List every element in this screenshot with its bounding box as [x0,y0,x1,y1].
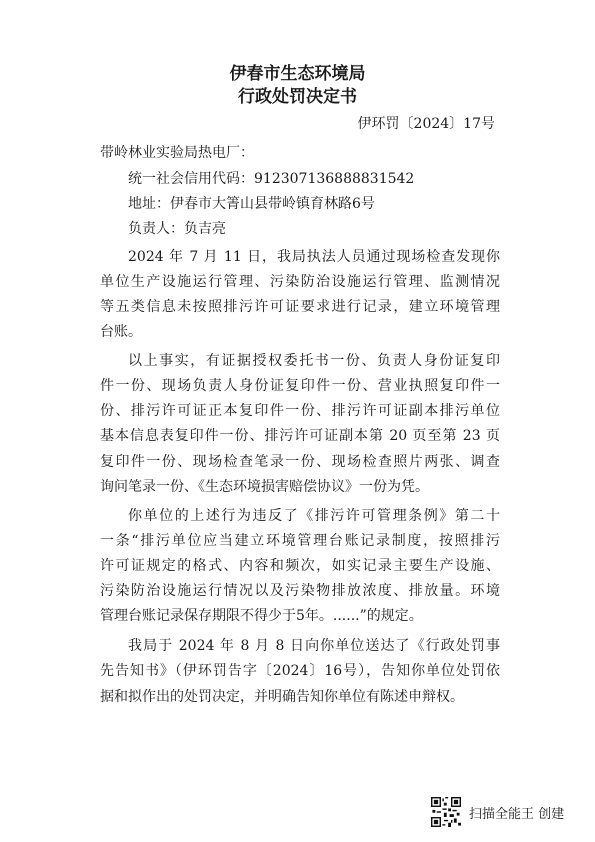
paragraph-line: 2024 年 7 月 11 日，我局执法人员通过现场检查发现你 [128,249,500,265]
paragraph-line: 我局于 2024 年 8 月 8 日向你单位送达了《行政处罚事 [128,638,500,654]
doc-title-type: 行政处罚决定书 [238,87,357,107]
paragraph-line: 基本信息表复印件一份、排污许可证副本第 20 页至第 23 页 [100,428,500,444]
paragraph-line: 许可证规定的格式、内容和频次，如实记录主要生产设施、 [100,558,500,574]
paragraph-line: 以上事实，有证据授权委托书一份、负责人身份证复印 [128,353,500,369]
paragraph-line: 询问笔录一份、《生态环境损害赔偿协议》一份为凭。 [100,479,429,495]
paragraph-line: 管理台账记录保存期限不得少于5年。......”的规定。 [100,608,423,624]
paragraph-line: 据和拟作出的处罚决定，并明确告知你单位有陈述申辩权。 [100,689,464,705]
address: 地址：伊春市大箐山县带岭镇育林路6号 [128,196,375,212]
doc-title-agency: 伊春市生态环境局 [229,64,366,84]
paragraph-line: 件一份、现场负责人身份证复印件一份、营业执照复印件一 [100,378,500,394]
paragraph-line: 污染防治设施运行情况以及污染物排放浓度、排放量。环境 [100,583,500,599]
responsible-person: 负责人：负吉亮 [128,221,226,237]
paragraph-line: 复印件一份、现场检查笔录一份、现场检查照片两张、调查 [100,454,500,470]
paragraph-line: 你单位的上述行为违反了《排污许可管理条例》第二十 [128,508,500,524]
credit-code: 统一社会信用代码：912307136888831542 [128,171,415,187]
paragraph-line: 单位生产设施运行管理、污染防治设施运行管理、监测情况 [100,274,500,290]
doc-number: 伊环罚〔2024〕17号 [357,116,495,132]
paragraph-line: 份、排污许可证正本复印件一份、排污许可证副本排污单位 [100,403,500,419]
paragraph-line: 先告知书》（伊环罚告字〔2024〕16号），告知你单位处罚依 [100,663,500,679]
qr-code-icon [431,797,461,827]
paragraph-line: 等五类信息未按照排污许可证要求进行记录，建立环境管理 [100,299,500,315]
paragraph-line: 台账。 [100,324,142,340]
scanner-watermark [431,797,564,827]
recipient-name: 带岭林业实验局热电厂： [100,145,254,161]
scanner-label: 扫描全能王 创建 [469,806,565,822]
paragraph-line: 一条“排污单位应当建立环境管理台账记录制度，按照排污 [100,533,500,549]
